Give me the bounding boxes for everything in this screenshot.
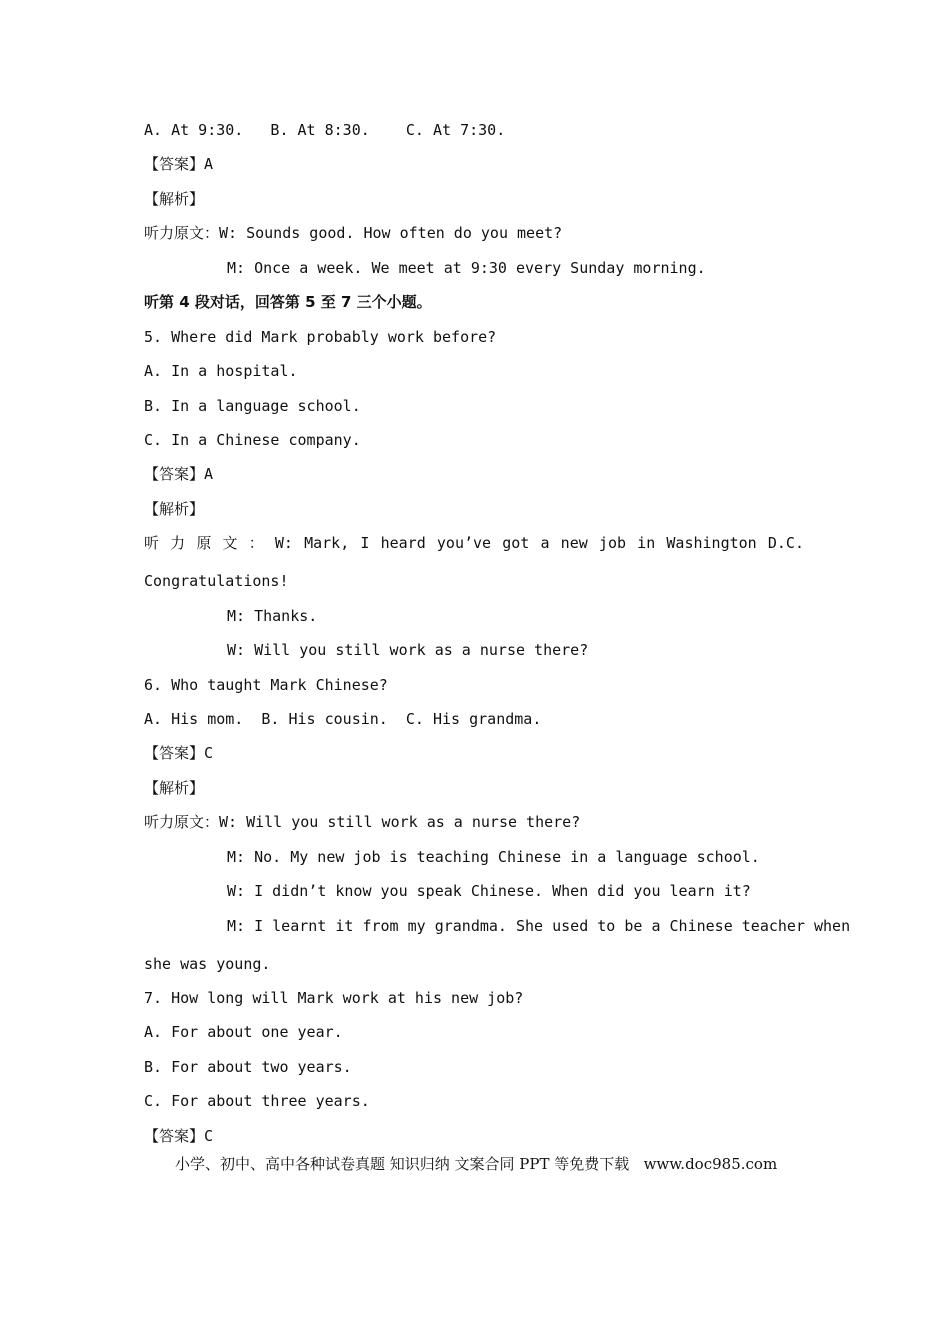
q7-option-a: A. For about one year.	[144, 1023, 343, 1041]
q4-answer: 【答案】A	[144, 155, 214, 173]
q6-options: A. His mom. B. His cousin. C. His grandma.	[144, 710, 542, 728]
q5-option-c: C. In a Chinese company.	[144, 431, 361, 449]
word: ：	[248, 534, 264, 552]
page-footer: 小学、初中、高中各种试卷真题 知识归纳 文案合同 PPT 等免费下载 www.doc985.com	[175, 1155, 778, 1173]
word: a	[540, 534, 550, 552]
q6-transcript-line-3: W: I didn’t know you speak Chinese. When did you learn it?	[227, 882, 751, 900]
q4-analysis-heading: 【解析】	[144, 190, 205, 208]
word: Mark,	[304, 534, 350, 552]
q6-question: 6. Who taught Mark Chinese?	[144, 676, 388, 694]
word: 听	[144, 534, 160, 552]
word: you’ve	[436, 534, 492, 552]
q5-transcript-line-1	[144, 533, 804, 553]
word: I	[360, 534, 370, 552]
q4-transcript-line-2: M: Once a week. We meet at 9:30 every Sunday morning.	[227, 259, 706, 277]
word: 文	[222, 534, 238, 552]
q5-analysis-heading: 【解析】	[144, 500, 205, 518]
q4-transcript-line-1: 听力原文：W: Sounds good. How often do you meet?	[144, 224, 563, 242]
word: got	[502, 534, 530, 552]
word: Washington	[666, 534, 757, 552]
q6-transcript-line-4-cont: she was young.	[144, 955, 271, 973]
q6-transcript-line-4: M: I learnt it from my grandma. She used to be a Chinese teacher when	[227, 917, 851, 935]
q6-transcript-line-2: M: No. My new job is teaching Chinese in a language school.	[227, 848, 760, 866]
word: 原	[196, 534, 212, 552]
q6-answer: 【答案】C	[144, 744, 214, 762]
q5-transcript-line-3: W: Will you still work as a nurse there?	[227, 641, 589, 659]
q4-options: A. At 9:30. B. At 8:30. C. At 7:30.	[144, 121, 506, 139]
q7-question: 7. How long will Mark work at his new job?	[144, 989, 524, 1007]
q5-transcript-line-1-cont: Congratulations!	[144, 572, 289, 590]
word: 力	[170, 534, 186, 552]
q7-option-c: C. For about three years.	[144, 1092, 370, 1110]
word: D.C.	[767, 534, 804, 552]
q5-transcript-line-2: M: Thanks.	[227, 607, 318, 625]
word: W:	[274, 534, 293, 552]
q7-answer: 【答案】C	[144, 1127, 214, 1145]
q5-option-a: A. In a hospital.	[144, 362, 298, 380]
q6-analysis-heading: 【解析】	[144, 779, 205, 797]
word: heard	[380, 534, 426, 552]
word: new	[560, 534, 588, 552]
q7-option-b: B. For about two years.	[144, 1058, 352, 1076]
word: in	[637, 534, 656, 552]
section-instruction: 听第 4 段对话，回答第 5 至 7 三个小题。	[144, 293, 432, 311]
q5-answer: 【答案】A	[144, 465, 214, 483]
word: job	[598, 534, 627, 552]
q6-transcript-line-1: 听力原文：W: Will you still work as a nurse there?	[144, 813, 581, 831]
q5-question: 5. Where did Mark probably work before?	[144, 328, 497, 346]
q5-option-b: B. In a language school.	[144, 397, 361, 415]
